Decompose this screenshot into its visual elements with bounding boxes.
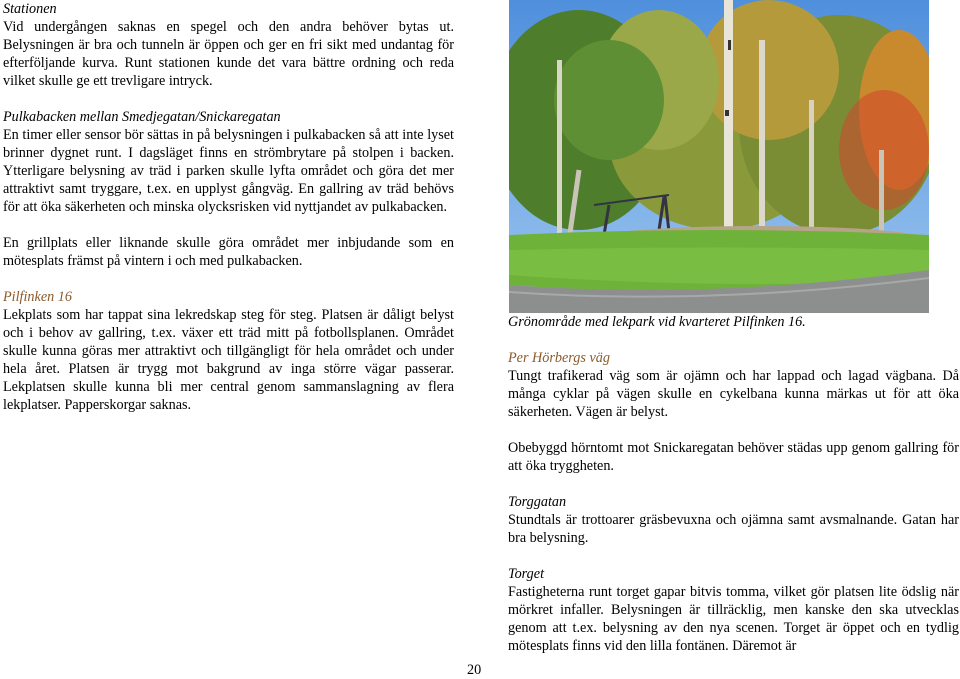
section-text-grillplats: En grillplats eller liknande skulle göra området mer inbjudande som en mötesplats främst på vintern i och med pulkabacken. — [3, 235, 454, 269]
section-text-per-horberg: Tungt trafikerad väg som är ojämn och har lappad och lagad vägbana. Då många cyklar på vägen skulle en cykelbana kunna märkas ut för att öka säkerheten. Vägen är belyst. — [508, 368, 959, 420]
section-pulkabacken — [3, 108, 454, 216]
photo-caption: Grönområde med lekpark vid kvarteret Pilfinken 16. — [508, 314, 806, 330]
section-torget — [508, 565, 959, 655]
right-column — [508, 313, 959, 655]
section-text-stationen: Vid undergången saknas en spegel och den andra behöver bytas ut. Belysningen är bra och tunneln är öppen och ger en fri sikt med undantag för efterföljande kurva. Runt stationen kunde det vara bättre ordning och reda vilket skulle ge ett trevligare intryck. — [3, 19, 454, 89]
park-illustration — [509, 0, 929, 313]
section-text-pulkabacken: En timer eller sensor bör sättas in på belysningen i pulkabacken så att inte lyset brinner dygnet runt. I dagsläget finns en strömbrytare på stolpen i backen. Ytterligare belysning av träd i parken skulle lyfta området och göra det mer attraktivt samt tryggare, t.ex. en upplyst gångväg. En gallring av träd behövs för att öka säkerheten och minska olycksrisken vid nyttjandet av pulkabacken. — [3, 127, 454, 215]
section-stationen — [3, 0, 454, 90]
section-heading-pilfinken: Pilfinken 16 — [3, 289, 72, 305]
section-text-pilfinken: Lekplats som har tappat sina lekredskap steg för steg. Platsen är dåligt belyst och i behov av gallring, t.ex. växer ett träd mitt på fotbollsplanen. Området skulle kunna göras mer attraktivt och tillgängligt för hela området och under hela året. Platsen är trygg mot bakgrund av inga större vägar passerar. Lekplatsen skulle kunna bli mer central genom sammanslagning av flera lekplatser. Papperskorgar saknas. — [3, 307, 454, 413]
section-heading-per-horberg: Per Hörbergs väg — [508, 350, 610, 366]
section-heading-torget: Torget — [508, 566, 545, 582]
section-per-horberg — [508, 349, 959, 421]
section-text-torget: Fastigheterna runt torget gapar bitvis tomma, vilket gör platsen lite ödslig när mörkret infaller. Belysningen är tillräcklig, men kanske den ska utvecklas genom att t.ex. belysning av den nya scenen. Torget är öppet och en tydlig mötesplats finns vid den lilla fontänen. Däremot är — [508, 584, 959, 654]
section-text-torggatan: Stundtals är trottoarer gräsbevuxna och ojämna samt avsmalnande. Gatan har bra belysning. — [508, 512, 959, 546]
section-hornatomt — [508, 439, 959, 475]
section-pilfinken — [3, 288, 454, 414]
section-grillplats — [3, 234, 454, 270]
left-column — [3, 0, 454, 414]
park-photo — [509, 0, 929, 313]
page-number: 20 — [467, 662, 482, 678]
section-torggatan — [508, 493, 959, 547]
section-heading-torggatan: Torggatan — [508, 494, 567, 510]
section-heading-pulkabacken: Pulkabacken mellan Smedjegatan/Snickaregatan — [3, 109, 281, 125]
section-text-hornatomt: Obebyggd hörntomt mot Snickaregatan behöver städas upp genom gallring för att öka tryggheten. — [508, 440, 959, 474]
section-heading-stationen: Stationen — [3, 1, 57, 17]
